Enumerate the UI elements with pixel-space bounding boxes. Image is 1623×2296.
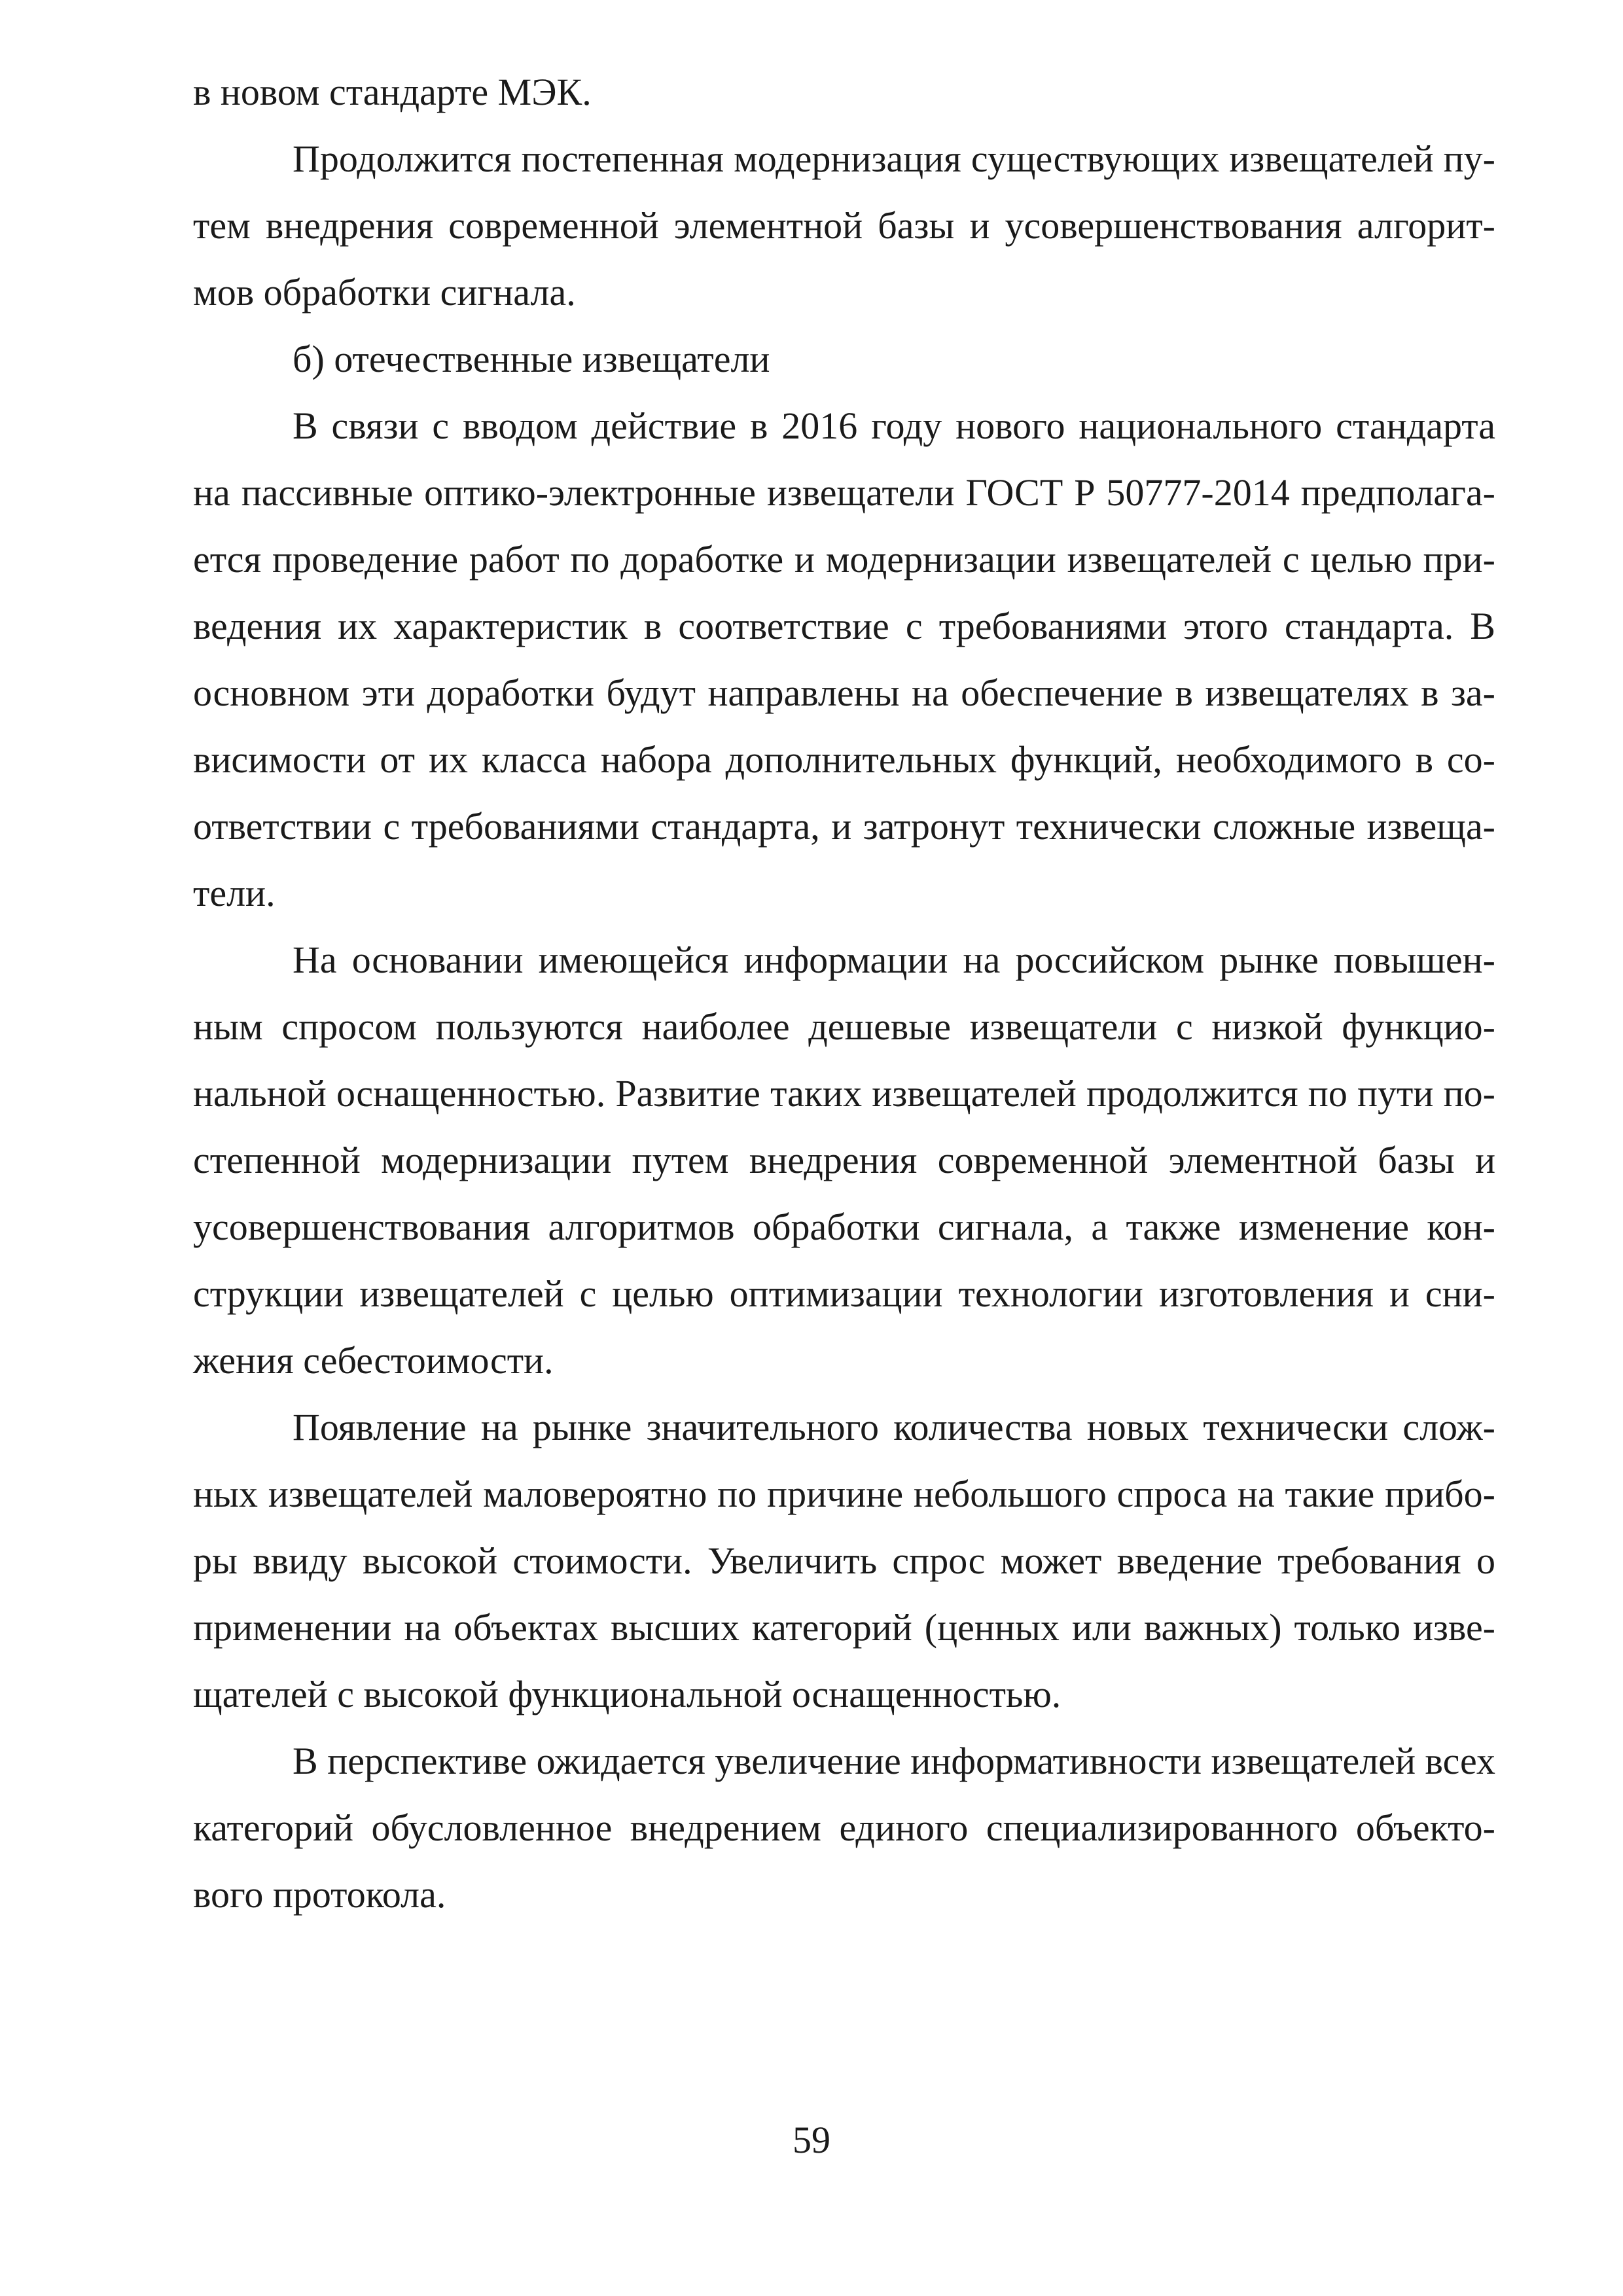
paragraph-line: ных извещателей маловероятно по причине небольшого спроса на такие прибо- <box>193 1473 1495 1515</box>
page-number: 59 <box>793 2119 830 2161</box>
paragraph-line: Появление на рынке значительного количества новых технически слож- <box>293 1406 1495 1448</box>
paragraph-line: В связи с вводом действие в 2016 году нового национального стандарта <box>293 404 1495 447</box>
paragraph-line: щателей с высокой функциональной оснащенностью. <box>193 1673 1061 1715</box>
paragraph-line: мов обработки сигнала. <box>193 271 576 314</box>
paragraph-line: Продолжится постепенная модернизация существующих извещателей пу- <box>293 137 1495 180</box>
paragraph-line: ведения их характеристик в соответствие с требованиями этого стандарта. В <box>193 605 1495 647</box>
paragraph-line: ответствии с требованиями стандарта, и затронут технически сложные извеща- <box>193 805 1495 848</box>
paragraph-line: вого протокола. <box>193 1873 446 1916</box>
section-subheading: б) отечественные извещатели <box>293 338 770 380</box>
paragraph-line: тем внедрения современной элементной базы и усовершенствования алгорит- <box>193 204 1495 247</box>
paragraph-line: В перспективе ожидается увеличение информативности извещателей всех <box>293 1740 1495 1782</box>
paragraph-line: жения себестоимости. <box>193 1339 554 1382</box>
paragraph-line: На основании имеющейся информации на российском рынке повышен- <box>293 939 1495 981</box>
paragraph-line: ется проведение работ по доработке и модернизации извещателей с целью при- <box>193 538 1495 581</box>
paragraph-line: категорий обусловленное внедрением единого специализированного объекто- <box>193 1806 1495 1849</box>
paragraph-line: усовершенствования алгоритмов обработки сигнала, а также изменение кон- <box>193 1206 1495 1248</box>
paragraph-line: основном эти доработки будут направлены на обеспечение в извещателях в за- <box>193 672 1495 714</box>
paragraph-line: на пассивные оптико-электронные извещатели ГОСТ Р 50777-2014 предполага- <box>193 471 1495 514</box>
paragraph-line: применении на объектах высших категорий (ценных или важных) только изве- <box>193 1606 1495 1649</box>
paragraph-line: степенной модернизации путем внедрения современной элементной базы и <box>193 1139 1495 1181</box>
paragraph-line: тели. <box>193 872 276 914</box>
paragraph-line: ным спросом пользуются наиболее дешевые извещатели с низкой функцио- <box>193 1005 1495 1048</box>
paragraph-line: ры ввиду высокой стоимости. Увеличить спрос может введение требования о <box>193 1539 1495 1582</box>
paragraph-line: струкции извещателей с целью оптимизации технологии изготовления и сни- <box>193 1272 1495 1315</box>
page-body <box>193 59 1495 1928</box>
paragraph-line: висимости от их класса набора дополнительных функций, необходимого в со- <box>193 738 1495 781</box>
paragraph-line: нальной оснащенностью. Развитие таких извещателей продолжится по пути по- <box>193 1072 1495 1115</box>
paragraph-line: в новом стандарте МЭК. <box>193 71 592 113</box>
